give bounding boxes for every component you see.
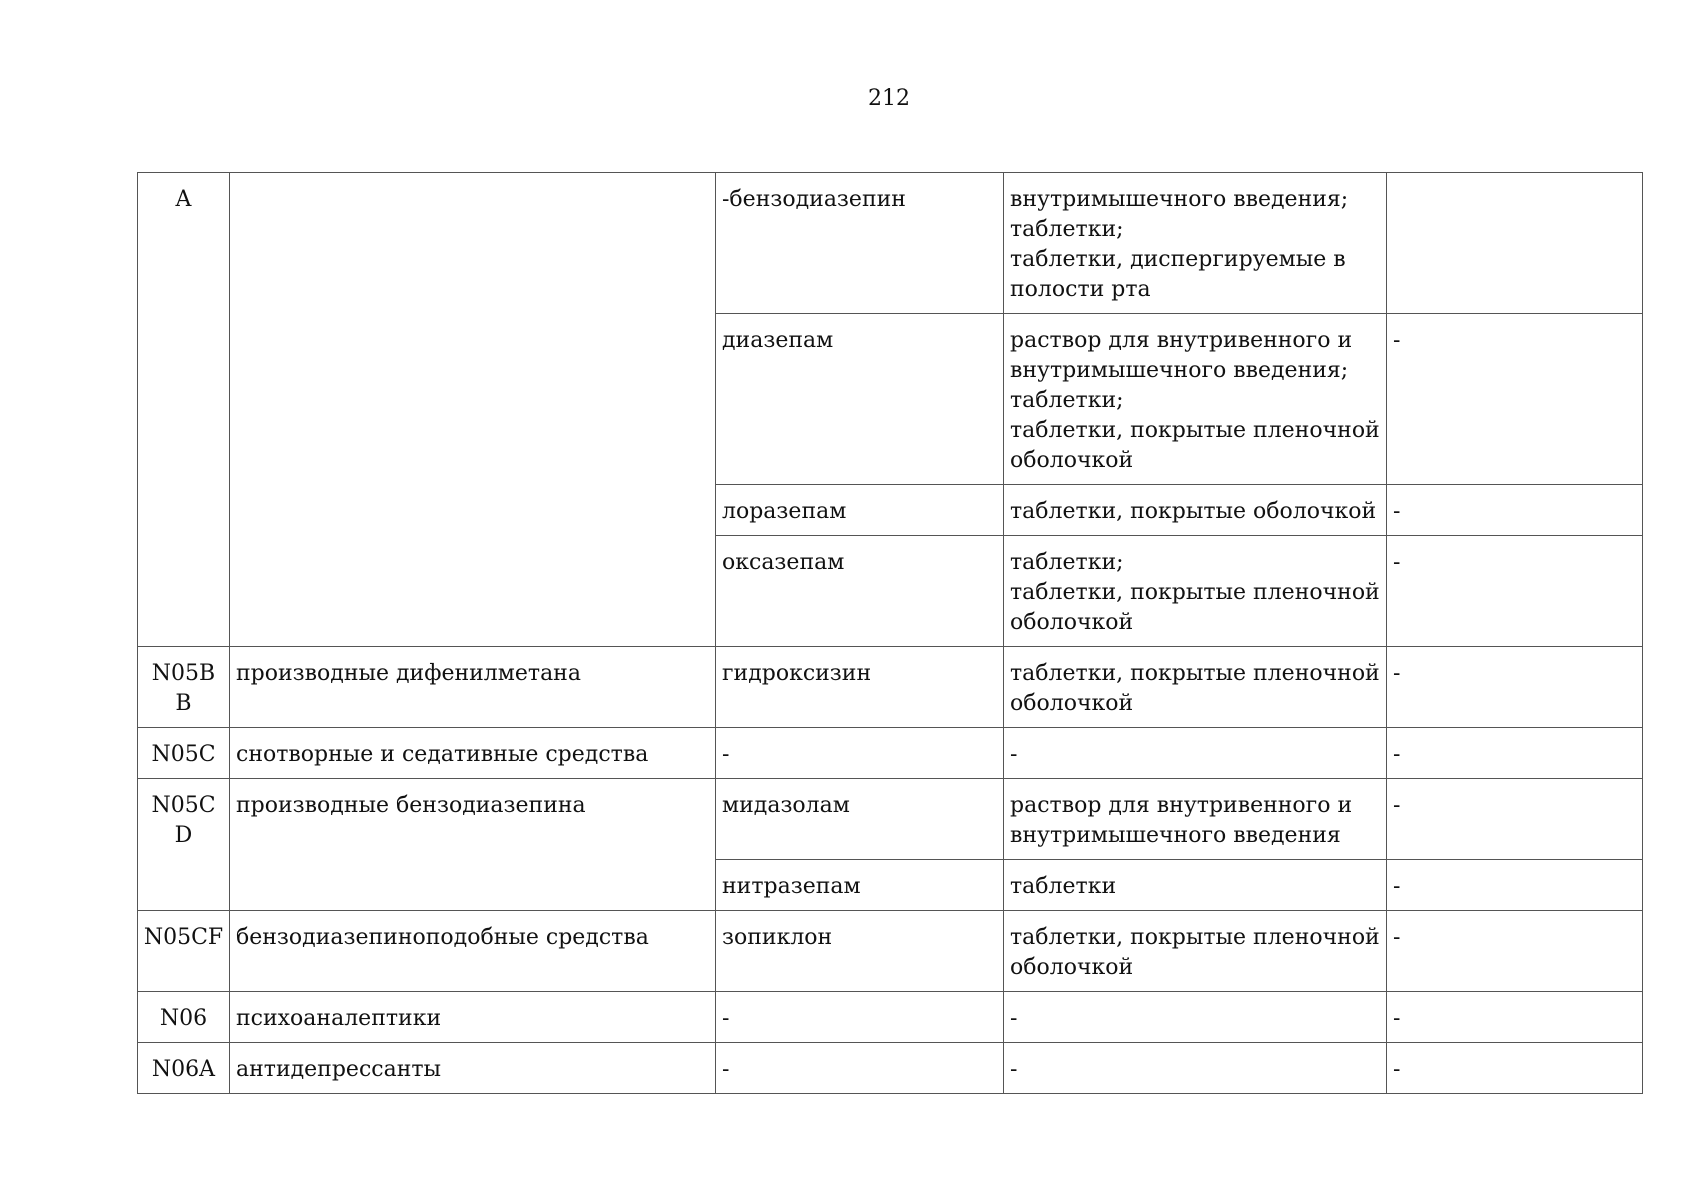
- dosage-forms-cell: [1004, 860, 1387, 911]
- table-row: [138, 173, 1643, 314]
- atc-code-cell: [138, 911, 230, 992]
- dosage-forms-cell: [1004, 992, 1387, 1043]
- group-name-cell: [230, 779, 716, 911]
- drug-name-cell: [716, 1043, 1004, 1094]
- group-name: психоаналептики: [236, 1006, 442, 1031]
- group-name: антидепрессанты: [236, 1057, 442, 1082]
- dosage-form-line: -: [1010, 742, 1018, 767]
- drug-name: зопиклон: [722, 925, 833, 950]
- note: -: [1393, 499, 1401, 524]
- note: -: [1393, 793, 1401, 818]
- dosage-form-line: раствор для внутривенного и: [1010, 793, 1353, 818]
- dosage-form-line: таблетки;: [1010, 388, 1124, 413]
- note: -: [1393, 328, 1401, 353]
- drug-name: лоразепам: [722, 499, 847, 524]
- page-number: 212: [868, 86, 910, 111]
- dosage-form-line: таблетки;: [1010, 550, 1124, 575]
- drug-name: гидроксизин: [722, 661, 872, 686]
- table-row: [138, 992, 1643, 1043]
- dosage-form-line: внутримышечного введения: [1010, 823, 1341, 848]
- group-name-cell: [230, 1043, 716, 1094]
- note-cell: [1387, 860, 1643, 911]
- group-name-cell: [230, 647, 716, 728]
- dosage-form-line: внутримышечного введения;: [1010, 187, 1349, 212]
- table-row: [138, 647, 1643, 728]
- atc-code-line: D: [174, 823, 193, 848]
- atc-code-cell: [138, 728, 230, 779]
- note: -: [1393, 550, 1401, 575]
- group-name: производные дифенилметана: [236, 661, 581, 686]
- atc-code: N05C: [151, 742, 216, 767]
- dosage-form-line: раствор для внутривенного и: [1010, 328, 1353, 353]
- atc-code-line: B: [175, 691, 192, 716]
- note-cell: [1387, 647, 1643, 728]
- atc-code: N05CF: [143, 925, 224, 950]
- dosage-form-line: полости рта: [1010, 277, 1151, 302]
- atc-code-line: N05C: [151, 793, 216, 818]
- dosage-form-line: таблетки, покрытые пленочной: [1010, 925, 1380, 950]
- dosage-forms-cell: [1004, 485, 1387, 536]
- dosage-forms-cell: [1004, 779, 1387, 860]
- dosage-forms-cell: [1004, 173, 1387, 314]
- group-name: бензодиазепиноподобные средства: [236, 925, 649, 950]
- atc-code-cell: [138, 1043, 230, 1094]
- drug-name: нитразепам: [722, 874, 861, 899]
- dosage-forms-cell: [1004, 314, 1387, 485]
- dosage-form-line: таблетки, покрытые оболочкой: [1010, 499, 1377, 524]
- group-name-cell: [230, 992, 716, 1043]
- dosage-form-line: оболочкой: [1010, 448, 1134, 473]
- note-cell: [1387, 728, 1643, 779]
- atc-code-cell: [138, 647, 230, 728]
- note-cell: [1387, 485, 1643, 536]
- note-cell: [1387, 536, 1643, 647]
- dosage-form-line: оболочкой: [1010, 610, 1134, 635]
- dosage-forms-cell: [1004, 647, 1387, 728]
- drug-name: -: [722, 1006, 730, 1031]
- atc-code-cell: [138, 173, 230, 647]
- group-name-cell: [230, 173, 716, 647]
- dosage-forms-cell: [1004, 911, 1387, 992]
- atc-code: N06: [159, 1006, 208, 1031]
- dosage-form-line: таблетки, покрытые пленочной: [1010, 661, 1380, 686]
- note-cell: [1387, 779, 1643, 860]
- table-row: [138, 779, 1643, 860]
- note: -: [1393, 874, 1401, 899]
- note: -: [1393, 742, 1401, 767]
- drug-name-cell: [716, 173, 1004, 314]
- dosage-form-line: -: [1010, 1057, 1018, 1082]
- note-cell: [1387, 314, 1643, 485]
- drug-name: диазепам: [722, 328, 834, 353]
- drug-name: -: [722, 1057, 730, 1082]
- table-row: [138, 1043, 1643, 1094]
- note: -: [1393, 1006, 1401, 1031]
- group-name: снотворные и седативные средства: [236, 742, 649, 767]
- dosage-form-line: таблетки, покрытые пленочной: [1010, 418, 1380, 443]
- atc-code: A: [175, 187, 192, 212]
- drug-table: [137, 172, 1643, 1094]
- group-name-cell: [230, 911, 716, 992]
- dosage-form-line: оболочкой: [1010, 691, 1134, 716]
- note-cell: [1387, 992, 1643, 1043]
- dosage-form-line: таблетки: [1010, 874, 1117, 899]
- table-row: [138, 728, 1643, 779]
- table-row: [138, 911, 1643, 992]
- note-cell: [1387, 911, 1643, 992]
- drug-name-cell: [716, 779, 1004, 860]
- drug-name-cell: [716, 992, 1004, 1043]
- dosage-forms-cell: [1004, 1043, 1387, 1094]
- group-name-cell: [230, 728, 716, 779]
- atc-code-line: N05B: [151, 661, 216, 686]
- dosage-form-line: -: [1010, 1006, 1018, 1031]
- drug-name-cell: [716, 728, 1004, 779]
- group-name: производные бензодиазепина: [236, 793, 586, 818]
- note: -: [1393, 925, 1401, 950]
- atc-code-cell: [138, 992, 230, 1043]
- drug-name-cell: [716, 314, 1004, 485]
- dosage-form-line: таблетки, покрытые пленочной: [1010, 580, 1380, 605]
- drug-name-cell: [716, 647, 1004, 728]
- drug-name-cell: [716, 860, 1004, 911]
- drug-name: -: [722, 742, 730, 767]
- drug-name: оксазепам: [722, 550, 845, 575]
- drug-name-cell: [716, 911, 1004, 992]
- dosage-form-line: таблетки, диспергируемые в: [1010, 247, 1346, 272]
- note: -: [1393, 1057, 1401, 1082]
- drug-name-cell: [716, 536, 1004, 647]
- atc-code-cell: [138, 779, 230, 911]
- note: -: [1393, 661, 1401, 686]
- drug-name: -бензодиазепин: [722, 187, 906, 212]
- dosage-form-line: таблетки;: [1010, 217, 1124, 242]
- dosage-forms-cell: [1004, 728, 1387, 779]
- drug-name: мидазолам: [722, 793, 850, 818]
- note-cell: [1387, 173, 1643, 314]
- drug-name-cell: [716, 485, 1004, 536]
- atc-code: N06A: [151, 1057, 216, 1082]
- dosage-forms-cell: [1004, 536, 1387, 647]
- dosage-form-line: оболочкой: [1010, 955, 1134, 980]
- note-cell: [1387, 1043, 1643, 1094]
- dosage-form-line: внутримышечного введения;: [1010, 358, 1349, 383]
